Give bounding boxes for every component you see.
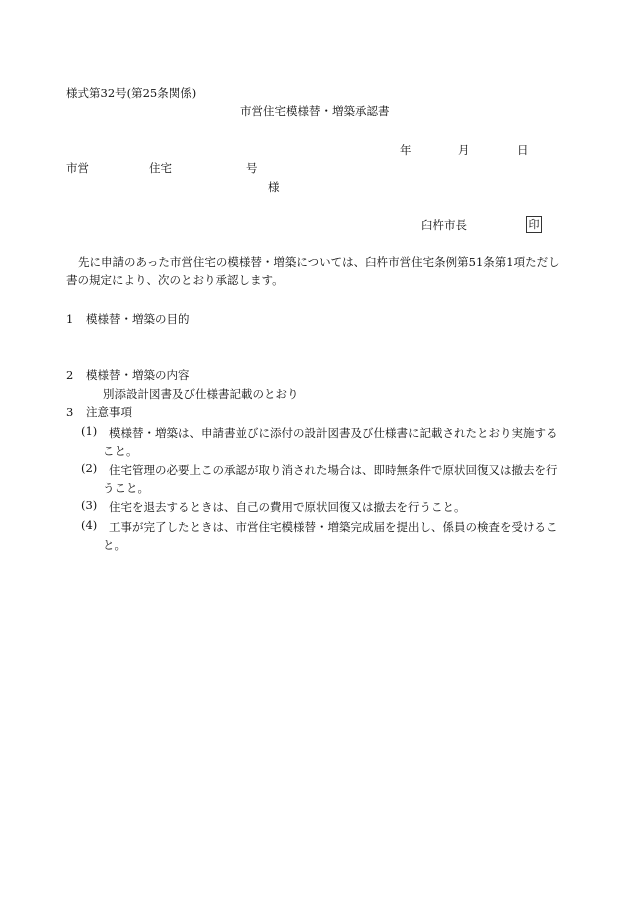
seal-mark: 印 (526, 216, 542, 233)
list-item-text: 住宅管理の必要上この承認が取り消された場合は、即時無条件で原状回復又は撤去を行うこと。 (103, 463, 558, 496)
date-month-label: 月 (458, 143, 470, 157)
list-item-number: (3) (81, 498, 98, 512)
date-year-label: 年 (400, 143, 412, 157)
section-3-number: 3 (66, 405, 74, 419)
list-item-number: (4) (81, 518, 98, 532)
section-3-title: 注意事項 (86, 405, 132, 419)
date-day-label: 日 (517, 143, 529, 157)
section-1-title: 模様替・増築の目的 (86, 312, 190, 326)
recipient-jutaku-label: 住宅 (149, 161, 172, 175)
list-item-text: 模様替・増築は、申請書並びに添付の設計図書及び仕様書に記載されたとおり実施すること。 (103, 426, 558, 459)
list-item-text: 住宅を退去するときは、自己の費用で原状回復又は撤去を行うこと。 (109, 500, 466, 514)
section-1-number: 1 (66, 312, 74, 326)
form-number: 様式第32号(第25条関係) (66, 86, 197, 100)
section-2-detail: 別添設計図書及び仕様書記載のとおり (103, 387, 299, 401)
list-item-number: (1) (81, 424, 98, 438)
body-paragraph: 先に申請のあった市営住宅の模様替・増築については、臼杵市営住宅条例第51条第1項ただし書の規定により、次のとおり承認します。 (66, 255, 560, 287)
recipient-go-label: 号 (246, 161, 258, 175)
issuer-name: 臼杵市長 (421, 218, 467, 232)
section-2-number: 2 (66, 368, 74, 382)
list-item-number: (2) (81, 461, 98, 475)
recipient-honorific: 様 (268, 180, 280, 194)
recipient-shiei-label: 市営 (66, 161, 89, 175)
list-item-text: 工事が完了したときは、市営住宅模様替・増築完成届を提出し、係員の検査を受けること。 (103, 520, 558, 553)
document-title: 市営住宅模様替・増築承認書 (240, 104, 390, 118)
section-2-title: 模様替・増築の内容 (86, 368, 190, 382)
